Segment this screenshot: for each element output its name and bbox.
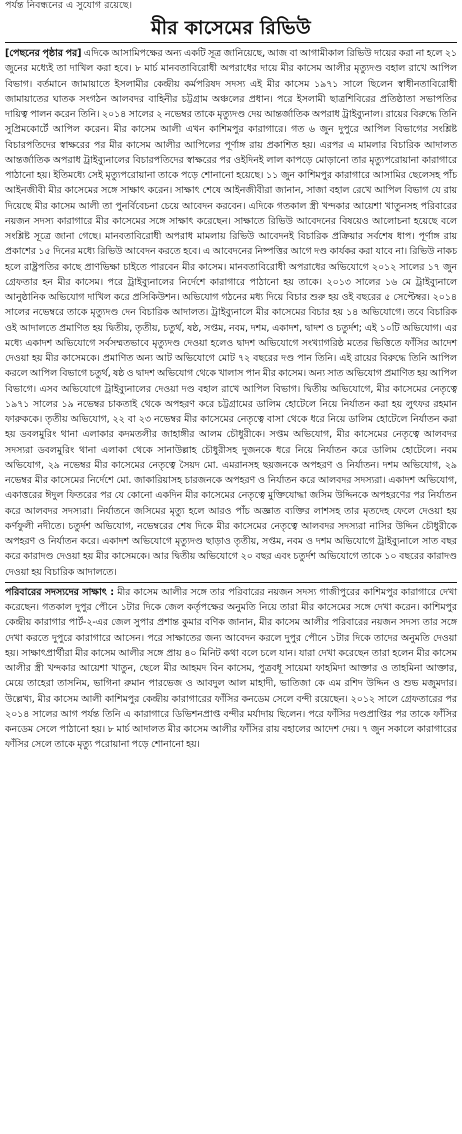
article-headline: মীর কাসেমের রিভিউ <box>151 17 311 39</box>
article-body-text-1: এদিকে আসামিপক্ষের অন্য একটি সূত্র জানিয়েছে, আজ বা আগামীকাল রিভিউ দায়ের করা না হলে ২১ জুনের মধ্যেই তা দাখিল করা হবে। ৮ মার্চ মানবতাবিরোধী অপরাধের দায়ে মীর কাসেম আলীর মৃত্যুদণ্ড বহাল রাখে আপিল বিভাগ। বর্তমানে জামায়াতে ইসলামীর কেন্দ্রীয় কর্মপরিষদ সদস্য এই মীর কাসেম ১৯৭১ সালে ছিলেন স্বাধীনতাবিরোধী জামায়াতের ঘাতক সংগঠন আলবদর বাহিনীর চট্টগ্রাম অঞ্চলের প্রধান। পরে ইসলামী ছাত্রশিবিরের প্রতিষ্ঠাতা সভাপতির দায়িত্ব পালন করেন তিনি। ২০১৪ সালের ২ নভেম্বর তাকে মৃত্যুদণ্ড দেয় আন্তর্জাতিক অপরাধ ট্রাইব্যুনাল। রায়ের বিরুদ্ধে তিনি সুপ্রিমকোর্টে আপিল করেন। মীর কাসেম আলী এখন কাশিমপুর কারাগারে। গত ৬ জুন দুপুরে আপিল বিভাগের সংশ্লিষ্ট বিচারপতিদের স্বাক্ষরের পর মীর কাসেম আলীর আপিলের পূর্ণাঙ্গ রায় প্রকাশিত হয়। এরপর এ মামলার বিচারিক আদালত আন্তর্জাতিক অপরাধ ট্রাইব্যুনালের বিচারপতিদের স্বাক্ষরের পর ওইদিনই লাল কাপড়ে মোড়ানো তার মৃত্যুপরোয়ানা কারাগারে পাঠানো হয়। ইতিমধ্যে সেই মৃত্যুপরোয়ানা তাকে পড়ে শোনানো হয়েছে। ১১ জুন কাশিমপুর কারাগারে আসামির ছেলেসহ পাঁচ আইনজীবী মীর কাসেমের সঙ্গে সাক্ষাৎ করেন। সাক্ষাৎ শেষে আইনজীবীরা জানান, সাজা বহাল রেখে আপিল বিভাগ যে রায় দিয়েছে মীর কাসেম আলী তা পুনর্বিবেচনা চেয়ে আবেদন করবেন। এদিকে গতকাল স্ত্রী খন্দকার আয়েশা খাতুনসহ পরিবারের নয়জন সদস্য কারাগারে মীর কাসেমের সঙ্গে সাক্ষাৎ করেছেন। সাক্ষাতে রিভিউ আবেদনের বিষয়েও আলোচনা হয়েছে বলে সংশ্লিষ্ট সূত্রে জানা গেছে। মানবতাবিরোধী অপরাধ মামলায় রিভিউ আবেদনই বিচারিক প্রক্রিয়ার সর্বশেষ ধাপ। পূর্ণাঙ্গ রায় প্রকাশের ১৫ দিনের মধ্যে রিভিউ আবেদন করতে হবে। এ আবেদনের নিষ্পত্তির আগে দণ্ড কার্যকর করা যাবে না। রিভিউ নাকচ হলে রাষ্ট্রপতির কাছে প্রাণভিক্ষা চাইতে পারবেন মীর কাসেম। মানবতাবিরোধী অপরাধের অভিযোগে ২০১২ সালের ১৭ জুন গ্রেফতার হন মীর কাসেম। পরে ট্রাইব্যুনালের নির্দেশে কারাগারে পাঠানো হয় তাকে। ২০১৩ সালের ১৬ মে ট্রাইব্যুনালে আনুষ্ঠানিক অভিযোগ দাখিল করে প্রসিকিউশন। অভিযোগ গঠনের মধ্য দিয়ে বিচার শুরু হয় ওই বছরের ৫ সেপ্টেম্বর। ২০১৪ সালের নভেম্বরে তাকে মৃত্যুদণ্ড দেন বিচারিক আদালত। ট্রাইব্যুনালে মীর কাসেমের বিচার হয় ১৪ অভিযোগে। তবে বিচারিক ওই আদালতে প্রমাণিত হয় দ্বিতীয়, তৃতীয়, চতুর্থ, ষষ্ঠ, সপ্তম, নবম, দশম, একাদশ, দ্বাদশ ও চতুর্দশ; এই ১০টি অভিযোগ। এর মধ্যে একাদশ অভিযোগে সর্বসম্মতভাবে মৃত্যুদণ্ড দেওয়া হলেও দ্বাদশ অভিযোগে সংখ্যাগরিষ্ঠ মতের ভিত্তিতে ফাঁসির আদেশ দেওয়া হয় মীর কাসেমকে। প্রমাণিত অন্য আট অভিযোগে মোট ৭২ বছরের দণ্ড পান তিনি। এই রায়ের বিরুদ্ধে তিনি আপিল করলে আপিল বিভাগে চতুর্থ, ষষ্ঠ ও দ্বাদশ অভিযোগ থেকে খালাস পান মীর কাসেম। অন্য সাত অভিযোগ প্রমাণিত হয় আপিল বিভাগে। এসব অভিযোগে ট্রাইব্যুনালের দেওয়া দণ্ড বহাল রাখে আপিল বিভাগ। দ্বিতীয় অভিযোগে, মীর কাসেমের নেতৃত্বে ১৯৭১ সালের ১৯ নভেম্বর চাকতাই থেকে অপহরণ করে চট্টগ্রামের ডালিম হোটেলে নিয়ে নির্যাতন করা হয় লুৎফর রহমান ফারুককে। তৃতীয় অভিযোগ, ২২ বা ২৩ নভেম্বর মীর কাসেমের নেতৃত্বে বাসা থেকে ধরে নিয়ে ডালিম হোটেলে নির্যাতন করা হয় ডবলমুরিং থানা এলাকার কদমতলীর জাহাঙ্গীর আলম চৌধুরীকে। সপ্তম অভিযোগ, মীর কাসেমের নেতৃত্বে আলবদর সদস্যরা ডবলমুরিং থানা এলাকা থেকে সানাউল্লাহ চৌধুরীসহ দুজনকে ধরে নিয়ে নির্যাতন করে ডালিম হোটেলে। নবম অভিযোগ, ২৯ নভেম্বর মীর কাসেমের নেতৃত্বে সৈয়দ মো. এমরানসহ ছয়জনকে অপহরণ ও নির্যাতন। দশম অভিযোগ, ২৯ নভেম্বর মীর কাসেমের নির্দেশে মো. জাকারিয়াসহ চারজনকে অপহরণ ও নির্যাতন করে আলবদর সদস্যরা। একাদশ অভিযোগ, একাত্তরের ঈদুল ফিতরের পর যে কোনো একদিন মীর কাসেমের নেতৃত্বে মুক্তিযোদ্ধা জসিম উদ্দিনকে অপহরণের পর নির্যাতন করে আলবদর সদস্যরা। নির্যাতনে জসিমের মৃত্যু হলে আরও পাঁচ অজ্ঞাত ব্যক্তির লাশসহ তার মৃতদেহ ফেলে দেওয়া হয় কর্ণফুলী নদীতে। চতুর্দশ অভিযোগ, নভেম্বরের শেষ দিকে মীর কাসেমের নেতৃত্বে আলবদর সদস্যরা নাসির উদ্দিন চৌধুরীকে অপহরণ ও নির্যাতন করে। একাদশ অভিযোগে মৃত্যুদণ্ড ছাড়াও তৃতীয়, সপ্তম, নবম ও দশম অভিযোগে ট্রাইব্যুনালে সাত বছর করে কারাদণ্ড দেওয়া হয় মীর কাসেমকে। আর দ্বিতীয় অভিযোগে ২০ বছর এবং চতুর্দশ অভিযোগে তাকে ১০ বছরের কারাদণ্ড দেওয়া হয় বিচারিক আদালতে। <box>5 48 458 578</box>
section-subheading: পরিবারের সদস্যদের সাক্ষাৎ : <box>5 586 114 598</box>
article-body-text-2: মীর কাসেম আলীর সঙ্গে তার পরিবারের নয়জন সদস্য গাজীপুরের কাশিমপুর কারাগারে দেখা করেছেন। গতকাল দুপুর পৌনে ১টার দিকে জেল কর্তৃপক্ষের অনুমতি নিয়ে তারা মীর কাসেমের সঙ্গে দেখা করেন। কাশিমপুর কেন্দ্রীয় কারাগার পার্ট-২-এর জেল সুপার প্রশান্ত কুমার বণিক জানান, মীর কাসেম আলীর পরিবারের নয়জন সদস্য তার সঙ্গে দেখা করতে দুপুরে কারাগারে আসেন। পরে সাক্ষাতের জন্য আবেদন করলে দুপুর পৌনে ১টার দিকে তাদের অনুমতি দেওয়া হয়। সাক্ষাৎপ্রার্থীরা মীর কাসেম আলীর সঙ্গে প্রায় ৪০ মিনিট কথা বলে চলে যান। যারা দেখা করেছেন তারা হলেন মীর কাসেম আলীর স্ত্রী খন্দকার আয়েশা খাতুন, ছেলে মীর আহমদ বিন কাসেম, পুত্রবধূ সায়েমা ফাহমিদা আক্তার ও তাহমিনা আক্তার, মেয়ে তাহেরা তাসনিম, ভাগিনা রুমান পারভেজ ও আবদুল আল মাহাদী, ভাতিজা কে এম রশিদ উদ্দিন ও শুভ মজুমদার। উল্লেখ্য, মীর কাসেম আলী কাশিমপুর কেন্দ্রীয় কারাগারের ফাঁসির কনডেম সেলে বন্দী রয়েছেন। ২০১২ সালে গ্রেফতারের পর ২০১৪ সালের আগ পর্যন্ত তিনি এ কারাগারে ডিভিশনপ্রাপ্ত বন্দীর মর্যাদায় ছিলেন। পরে ফাঁসির দণ্ডপ্রাপ্তির পর তাকে ফাঁসির কনডেম সেলে পাঠানো হয়। ৮ মার্চ আদালত মীর কাসেম আলীর ফাঁসির রায় বহালের আদেশ দেয়। ৭ জুন সকালে কারাগারের ফাঁসির সেলে তাকে মৃত্যু পরোয়ানা পড়ে শোনানো হয়। <box>5 586 457 751</box>
previous-article-fragment: পর্যন্ত নিবন্ধনের এ সুযোগ রয়েছে। <box>5 0 133 11</box>
continuation-tag: [পেছনের পৃষ্ঠার পর] <box>5 48 82 59</box>
article-body-paragraph-2 <box>5 585 457 753</box>
article-body-paragraph-1 <box>5 46 457 580</box>
section-divider <box>5 582 457 583</box>
headline-divider <box>5 42 457 43</box>
